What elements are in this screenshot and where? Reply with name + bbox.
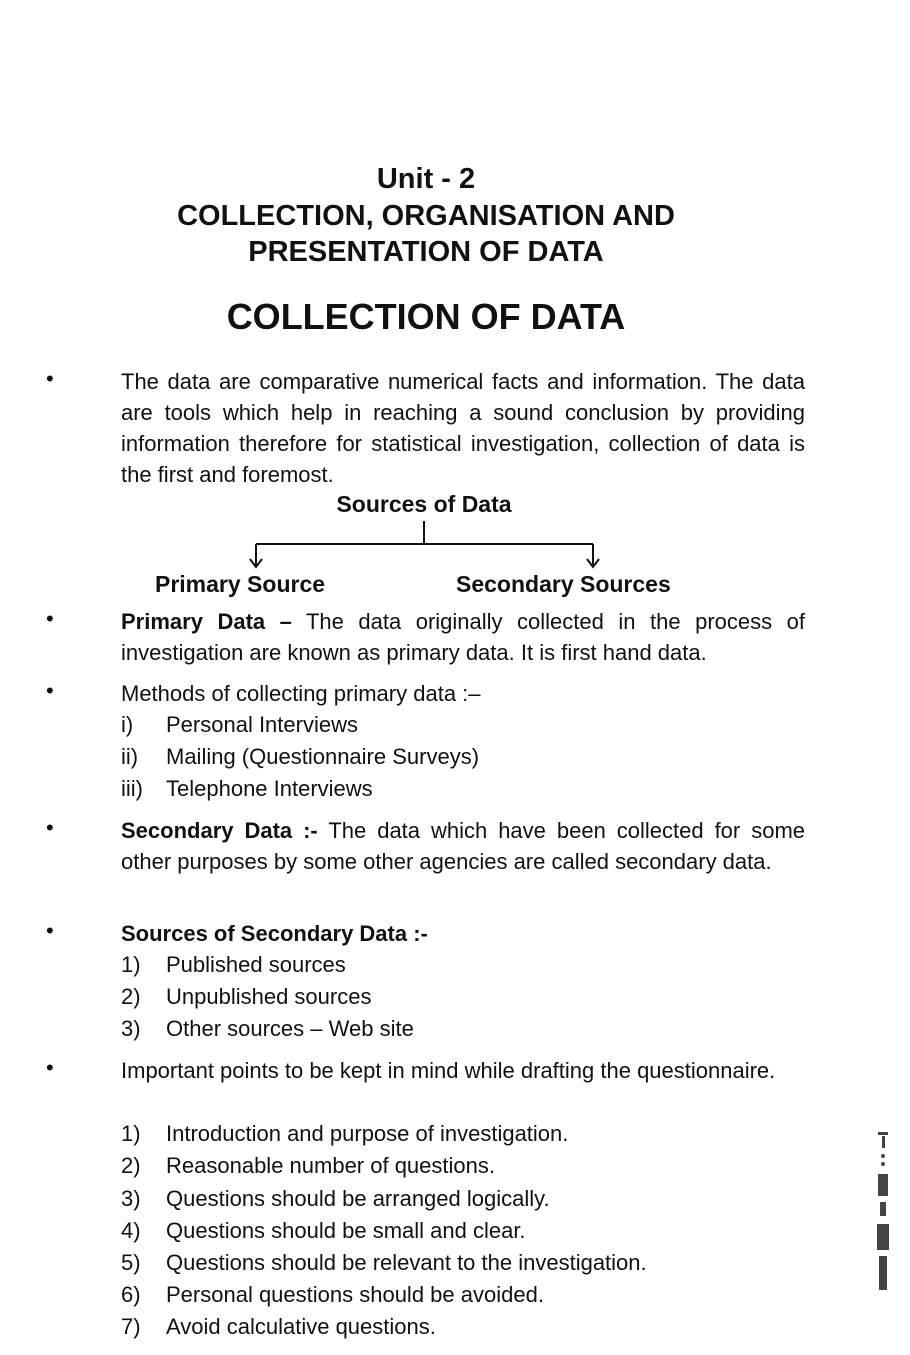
list-item: 3) Questions should be arranged logically. <box>121 1186 550 1211</box>
bullet-methods: • <box>46 678 54 703</box>
list-item: 7) Avoid calculative questions. <box>121 1314 436 1339</box>
secondary-data-paragraph <box>121 815 805 877</box>
list-item: 1) Introduction and purpose of investigation. <box>121 1121 569 1146</box>
primary-data-paragraph <box>121 606 805 668</box>
diagram-root-label: Sources of Data <box>336 491 512 517</box>
list-item: 4) Questions should be small and clear. <box>121 1218 526 1243</box>
list-item: 6) Personal questions should be avoided. <box>121 1282 544 1307</box>
secondary-data-definition: The data which have been collected for some other purposes by some other agencies are called secondary data. <box>121 818 805 874</box>
bullet-questionnaire: • <box>46 1055 54 1080</box>
diagram-secondary-label: Secondary Sources <box>456 571 671 597</box>
list-item: 5) Questions should be relevant to the investigation. <box>121 1250 647 1275</box>
list-item: 2) Reasonable number of questions. <box>121 1153 495 1178</box>
diagram-primary-label: Primary Source <box>155 571 326 597</box>
secondary-sources-heading: Sources of Secondary Data :- <box>121 921 428 946</box>
unit-label: Unit - 2 <box>376 163 476 195</box>
bullet-sources: • <box>46 918 54 943</box>
list-item: ii) Mailing (Questionnaire Surveys) <box>121 744 480 769</box>
primary-data-term: Primary Data – <box>121 609 292 634</box>
section-title: COLLECTION OF DATA <box>226 296 626 337</box>
list-item: 3) Other sources – Web site <box>121 1016 414 1041</box>
list-item: i) Personal Interviews <box>121 712 358 737</box>
intro-paragraph: The data are comparative numerical facts and information. The data are tools which help in reaching a sound conclusion by providing information therefore for statistical investigation, collection of data is the first and foremost. <box>121 369 805 487</box>
secondary-data-term: Secondary Data :- <box>121 818 318 843</box>
chapter-title-line-1: COLLECTION, ORGANISATION AND <box>177 200 675 232</box>
questionnaire-heading: Important points to be kept in mind while drafting the questionnaire. <box>121 1058 776 1083</box>
methods-heading: Methods of collecting primary data :– <box>121 681 481 706</box>
sources-tree-lines <box>0 0 910 600</box>
list-item: iii) Telephone Interviews <box>121 776 373 801</box>
bullet-secondary: • <box>46 815 54 840</box>
list-item: 1) Published sources <box>121 952 346 977</box>
primary-data-definition: The data originally collected in the process of investigation are known as primary data. It is first hand data. <box>121 609 805 665</box>
bullet-intro: • <box>46 366 54 391</box>
list-item: 2) Unpublished sources <box>121 984 372 1009</box>
margin-print-mark <box>868 1128 898 1298</box>
bullet-primary: • <box>46 606 54 631</box>
chapter-title-line-2: PRESENTATION OF DATA <box>248 236 604 268</box>
